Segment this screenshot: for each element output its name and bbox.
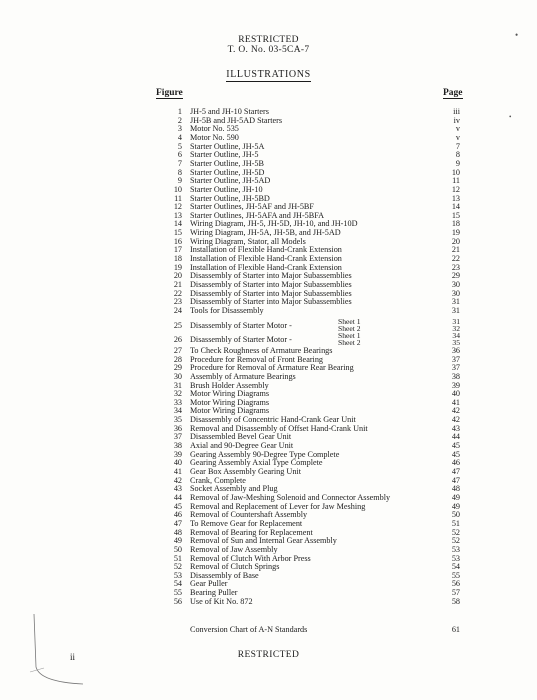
- list-item: [0, 493, 537, 502]
- figure-page: 15: [451, 210, 460, 220]
- figure-title: Bearing Puller: [190, 588, 238, 598]
- figure-title: Brush Holder Assembly: [190, 380, 269, 390]
- figure-page: v: [455, 124, 460, 134]
- figure-title: Removal of Jaw Assembly: [190, 544, 278, 554]
- figure-number: 35: [173, 415, 182, 425]
- figure-title: Starter Outline, JH-5D: [190, 167, 265, 177]
- figure-page: 11: [452, 176, 460, 186]
- figure-title: Disassembly of Starter Motor -: [190, 320, 292, 330]
- figure-title: JH-5B and JH-5AD Starters: [190, 115, 283, 125]
- figure-number: 23: [173, 297, 182, 307]
- figure-number: 36: [173, 423, 182, 433]
- figure-title: Disassembly of Starter into Major Subassemblies: [190, 271, 352, 281]
- figure-page: 38: [451, 371, 460, 381]
- list-item: [0, 142, 537, 151]
- scan-mark: •: [509, 113, 512, 121]
- list-item: [0, 571, 537, 580]
- figure-page: 13: [451, 193, 460, 203]
- list-item: [0, 245, 537, 254]
- list-item: [0, 159, 537, 168]
- list-item: [0, 219, 537, 228]
- figure-number: 5: [177, 141, 182, 151]
- list-item: [0, 389, 537, 398]
- figure-title: Removal of Clutch Springs: [190, 562, 280, 572]
- figure-number: 20: [173, 271, 182, 281]
- figure-number: 4: [177, 132, 182, 142]
- figure-title: Starter Outline, JH-5B: [190, 158, 264, 168]
- figure-number: 15: [173, 228, 182, 238]
- figure-number: 53: [173, 570, 182, 580]
- figure-number: 6: [177, 150, 182, 160]
- figure-title: Starter Outlines, JH-5AFA and JH-5BFA: [190, 210, 325, 220]
- figure-page: 18: [451, 219, 460, 229]
- figure-number: 51: [173, 553, 182, 563]
- list-item: [0, 562, 537, 571]
- figure-title: Use of Kit No. 872: [190, 596, 253, 606]
- figure-number: 40: [173, 458, 182, 468]
- figure-title: To Check Roughness of Armature Bearings: [190, 345, 333, 355]
- figure-page: 42: [451, 406, 460, 416]
- figure-page: 57: [451, 588, 460, 598]
- figure-number: 50: [173, 544, 182, 554]
- figure-number: 28: [173, 354, 182, 364]
- scan-edge-artifact: [28, 612, 88, 692]
- figure-number: 44: [173, 492, 182, 502]
- figure-page: 7: [455, 141, 460, 151]
- list-item: [0, 381, 537, 390]
- figure-title: Starter Outline, JH-10: [190, 184, 263, 194]
- sheet-label: Sheet 1: [338, 316, 361, 326]
- list-item: [0, 554, 537, 563]
- figure-number: 22: [173, 288, 182, 298]
- figure-title: Tools for Disassembly: [190, 305, 264, 315]
- figure-number: 26: [173, 335, 182, 345]
- figure-title: Procedure for Removal of Front Bearing: [190, 354, 324, 364]
- sheet-page: 34: [452, 331, 460, 341]
- figure-number: 31: [173, 380, 182, 390]
- figure-number: 38: [173, 441, 182, 451]
- figure-number: 14: [173, 219, 182, 229]
- figure-number: 34: [173, 406, 182, 416]
- figure-number: 49: [173, 536, 182, 546]
- figure-title: Removal and Replacement of Lever for Jaw Meshing: [190, 501, 366, 511]
- figure-title: Gearing Assembly Axial Type Complete: [190, 458, 323, 468]
- list-item: [0, 467, 537, 476]
- conversion-chart-page: 61: [451, 625, 460, 634]
- figure-title: Removal of Countershaft Assembly: [190, 510, 308, 520]
- figure-title: Installation of Flexible Hand-Crank Extension: [190, 262, 342, 272]
- list-item: [0, 254, 537, 263]
- figure-page: 51: [451, 518, 460, 528]
- sheet-page: 31: [452, 316, 460, 326]
- figure-page: 53: [451, 544, 460, 554]
- figure-page: 54: [451, 562, 460, 572]
- sheet-label: Sheet 1: [338, 331, 361, 341]
- figure-page: 50: [451, 510, 460, 520]
- figure-title: Wiring Diagram, Stator, all Models: [190, 236, 306, 246]
- figure-title: Motor No. 590: [190, 132, 239, 142]
- figure-number: 27: [173, 345, 182, 355]
- list-item: [0, 441, 537, 450]
- figure-number: 32: [173, 389, 182, 399]
- scan-mark: •: [515, 30, 519, 40]
- figure-number: 3: [177, 124, 182, 134]
- figure-number: 37: [173, 432, 182, 442]
- figure-page: 20: [451, 236, 460, 246]
- conversion-chart-title: Conversion Chart of A-N Standards: [190, 625, 308, 634]
- sheet-label: Sheet 2: [338, 323, 361, 333]
- figure-page: 49: [451, 501, 460, 511]
- list-item: [0, 458, 537, 467]
- figure-page: 53: [451, 553, 460, 563]
- figure-title: Crank, Complete: [190, 475, 246, 485]
- figure-number: 21: [173, 280, 182, 289]
- figure-number: 39: [173, 449, 182, 459]
- figure-page: 31: [451, 305, 460, 315]
- section-title: ILLUSTRATIONS: [226, 69, 311, 80]
- figure-title: Disassembly of Starter into Major Subassemblies: [190, 288, 352, 298]
- figure-page: 31: [451, 297, 460, 307]
- figure-number: 56: [173, 596, 182, 606]
- page-number: ii: [70, 652, 76, 662]
- list-item: [0, 263, 537, 272]
- figure-title: Removal of Bearing for Replacement: [190, 527, 313, 537]
- figure-title: Socket Assembly and Plug: [190, 484, 278, 494]
- figure-number: 8: [177, 167, 182, 177]
- figure-number: 7: [177, 158, 182, 168]
- figure-title: Procedure for Removal of Armature Rear Bearing: [190, 363, 354, 373]
- list-item: [0, 124, 537, 133]
- list-item: [0, 176, 537, 185]
- figure-title: Motor Wiring Diagrams: [190, 389, 270, 399]
- list-item: [0, 415, 537, 424]
- list-item: [0, 116, 537, 125]
- figure-page: 41: [451, 397, 460, 407]
- figure-title: Removal of Clutch With Arbor Press: [190, 553, 311, 563]
- list-item: [0, 484, 537, 493]
- page-column-header: Page: [443, 88, 463, 98]
- list-item: [0, 228, 537, 237]
- figure-number: 1: [177, 107, 182, 116]
- figure-page: 36: [451, 345, 460, 355]
- list-item: [0, 406, 537, 415]
- list-item: [0, 289, 537, 298]
- figure-title: Installation of Flexible Hand-Crank Extension: [190, 254, 342, 264]
- list-item: [0, 536, 537, 545]
- list-item: [0, 355, 537, 364]
- figure-page: 45: [451, 441, 460, 451]
- list-item: [0, 398, 537, 407]
- figure-page: 40: [451, 389, 460, 399]
- figure-number: 29: [173, 363, 182, 373]
- figure-title: Assembly of Armature Bearings: [190, 371, 296, 381]
- figure-title: JH-5 and JH-10 Starters: [190, 107, 269, 116]
- figure-page: 45: [451, 449, 460, 459]
- list-item: [0, 502, 537, 511]
- figure-title: Axial and 90-Degree Gear Unit: [190, 441, 294, 451]
- figure-title: Disassembly of Starter into Major Subassemblies: [190, 280, 352, 289]
- figure-number: 17: [173, 245, 182, 255]
- figure-page: 22: [451, 254, 460, 264]
- list-item: [0, 194, 537, 203]
- figure-title: Installation of Flexible Hand-Crank Extension: [190, 245, 342, 255]
- sheet-pages: [418, 332, 460, 346]
- figure-page: 56: [451, 579, 460, 589]
- list-item: [0, 510, 537, 519]
- figure-page: 49: [451, 492, 460, 502]
- list-item: [0, 528, 537, 537]
- list-item: [0, 280, 537, 289]
- list-item: [0, 346, 537, 355]
- figure-number: 2: [177, 115, 182, 125]
- figure-page: 10: [451, 167, 460, 177]
- figure-number: 19: [173, 262, 182, 272]
- figure-page: 47: [451, 475, 460, 485]
- figure-title: Disassembled Bevel Gear Unit: [190, 432, 292, 442]
- list-item: [0, 372, 537, 381]
- figure-title: Starter Outline, JH-5: [190, 150, 259, 160]
- sheet-label: Sheet 2: [338, 338, 361, 348]
- figure-title: Disassembly of Starter into Major Subassemblies: [190, 297, 352, 307]
- figure-number: 18: [173, 254, 182, 264]
- figure-number: 42: [173, 475, 182, 485]
- figure-title: Motor No. 535: [190, 124, 239, 134]
- figure-number: 54: [173, 579, 182, 589]
- figure-title: Removal and Disassembly of Offset Hand-Crank Unit: [190, 423, 368, 433]
- figure-page: 52: [451, 527, 460, 537]
- figure-title: Removal of Sun and Internal Gear Assembly: [190, 536, 337, 546]
- figure-page: 21: [451, 245, 460, 255]
- figure-number: 9: [177, 176, 182, 186]
- figure-number: 41: [173, 467, 182, 476]
- sheet-labels: [338, 318, 361, 332]
- list-item: [0, 432, 537, 441]
- figure-title: Starter Outlines, JH-5AF and JH-5BF: [190, 202, 314, 212]
- figure-title: Disassembly of Concentric Hand-Crank Gear Unit: [190, 415, 356, 425]
- list-item: [0, 588, 537, 597]
- figure-page: 46: [451, 458, 460, 468]
- figure-page: 47: [451, 467, 460, 476]
- list-item: [0, 133, 537, 142]
- figure-title: Starter Outline, JH-5BD: [190, 193, 270, 203]
- list-item: [0, 519, 537, 528]
- figure-number: 52: [173, 562, 182, 572]
- figure-title: Gearing Assembly 90-Degree Type Complete: [190, 449, 340, 459]
- figure-page: iii: [453, 107, 460, 116]
- figure-page: 43: [451, 423, 460, 433]
- figure-title: Motor Wiring Diagrams: [190, 397, 270, 407]
- list-item-multisheet: [0, 318, 537, 332]
- restricted-header: RESTRICTED: [238, 35, 299, 45]
- figure-page: 55: [451, 570, 460, 580]
- list-item: [0, 150, 537, 159]
- technical-order-number: T. O. No. 03-5CA-7: [227, 45, 310, 55]
- figure-title: Starter Outline, JH-5AD: [190, 176, 271, 186]
- figure-number: 30: [173, 371, 182, 381]
- figure-number: 46: [173, 510, 182, 520]
- figure-page: 48: [451, 484, 460, 494]
- list-item: [0, 237, 537, 246]
- list-item: [0, 545, 537, 554]
- figure-number: 45: [173, 501, 182, 511]
- figure-number: 55: [173, 588, 182, 598]
- figure-title: Wiring Diagram, JH-5A, JH-5B, and JH-5AD: [190, 228, 341, 238]
- list-item: [0, 476, 537, 485]
- list-item: [0, 271, 537, 280]
- figure-title: To Remove Gear for Replacement: [190, 518, 303, 528]
- figure-number: 10: [173, 184, 182, 194]
- figure-page: 30: [451, 288, 460, 298]
- figure-column-header: Figure: [156, 88, 183, 98]
- list-item: [0, 202, 537, 211]
- figure-number: 25: [173, 320, 182, 330]
- sheet-pages: [418, 318, 460, 332]
- figure-title: Removal of Jaw-Meshing Solenoid and Connector Assembly: [190, 492, 391, 502]
- figure-number: 24: [173, 305, 182, 315]
- list-item: [0, 185, 537, 194]
- figure-number: 47: [173, 518, 182, 528]
- figure-page: 8: [455, 150, 460, 160]
- list-item-multisheet: [0, 332, 537, 346]
- figure-page: 52: [451, 536, 460, 546]
- figure-page: 9: [455, 158, 460, 168]
- figure-page: 42: [451, 415, 460, 425]
- list-item: [0, 579, 537, 588]
- figure-title: Wiring Diagram, JH-5, JH-5D, JH-10, and JH-10D: [190, 219, 358, 229]
- figure-page: 37: [451, 354, 460, 364]
- list-item: [0, 363, 537, 372]
- list-item: [0, 297, 537, 306]
- figure-page: 58: [451, 596, 460, 606]
- figure-number: 33: [173, 397, 182, 407]
- list-item: [0, 424, 537, 433]
- figure-page: 14: [451, 202, 460, 212]
- figure-number: 12: [173, 202, 182, 212]
- figure-title: Starter Outline, JH-5A: [190, 141, 265, 151]
- figure-title: Disassembly of Base: [190, 570, 259, 580]
- list-item: [0, 450, 537, 459]
- figure-page: 44: [451, 432, 460, 442]
- figure-page: 37: [451, 363, 460, 373]
- figure-page: iv: [453, 115, 460, 125]
- sheet-labels: [338, 332, 361, 346]
- figure-page: 39: [451, 380, 460, 390]
- figure-number: 16: [173, 236, 182, 246]
- sheet-page: 35: [452, 338, 460, 348]
- figure-page: 29: [451, 271, 460, 281]
- restricted-footer: RESTRICTED: [237, 650, 300, 660]
- figure-number: 13: [173, 210, 182, 220]
- figure-number: 11: [174, 193, 182, 203]
- list-item: [0, 107, 537, 116]
- list-item: [0, 211, 537, 220]
- figure-number: 48: [173, 527, 182, 537]
- figure-page: v: [455, 132, 460, 142]
- figure-title: Gear Box Assembly Gearing Unit: [190, 467, 301, 476]
- figure-title: Disassembly of Starter Motor -: [190, 335, 292, 345]
- figure-page: 12: [451, 184, 460, 194]
- figure-page: 30: [451, 280, 460, 289]
- sheet-page: 32: [452, 323, 460, 333]
- figure-number: 43: [173, 484, 182, 494]
- figure-title: Motor Wiring Diagrams: [190, 406, 270, 416]
- figure-page: 19: [451, 228, 460, 238]
- list-item: [0, 168, 537, 177]
- list-item: [0, 597, 537, 606]
- list-item: [0, 306, 537, 315]
- figure-title: Gear Puller: [190, 579, 228, 589]
- figure-page: 23: [451, 262, 460, 272]
